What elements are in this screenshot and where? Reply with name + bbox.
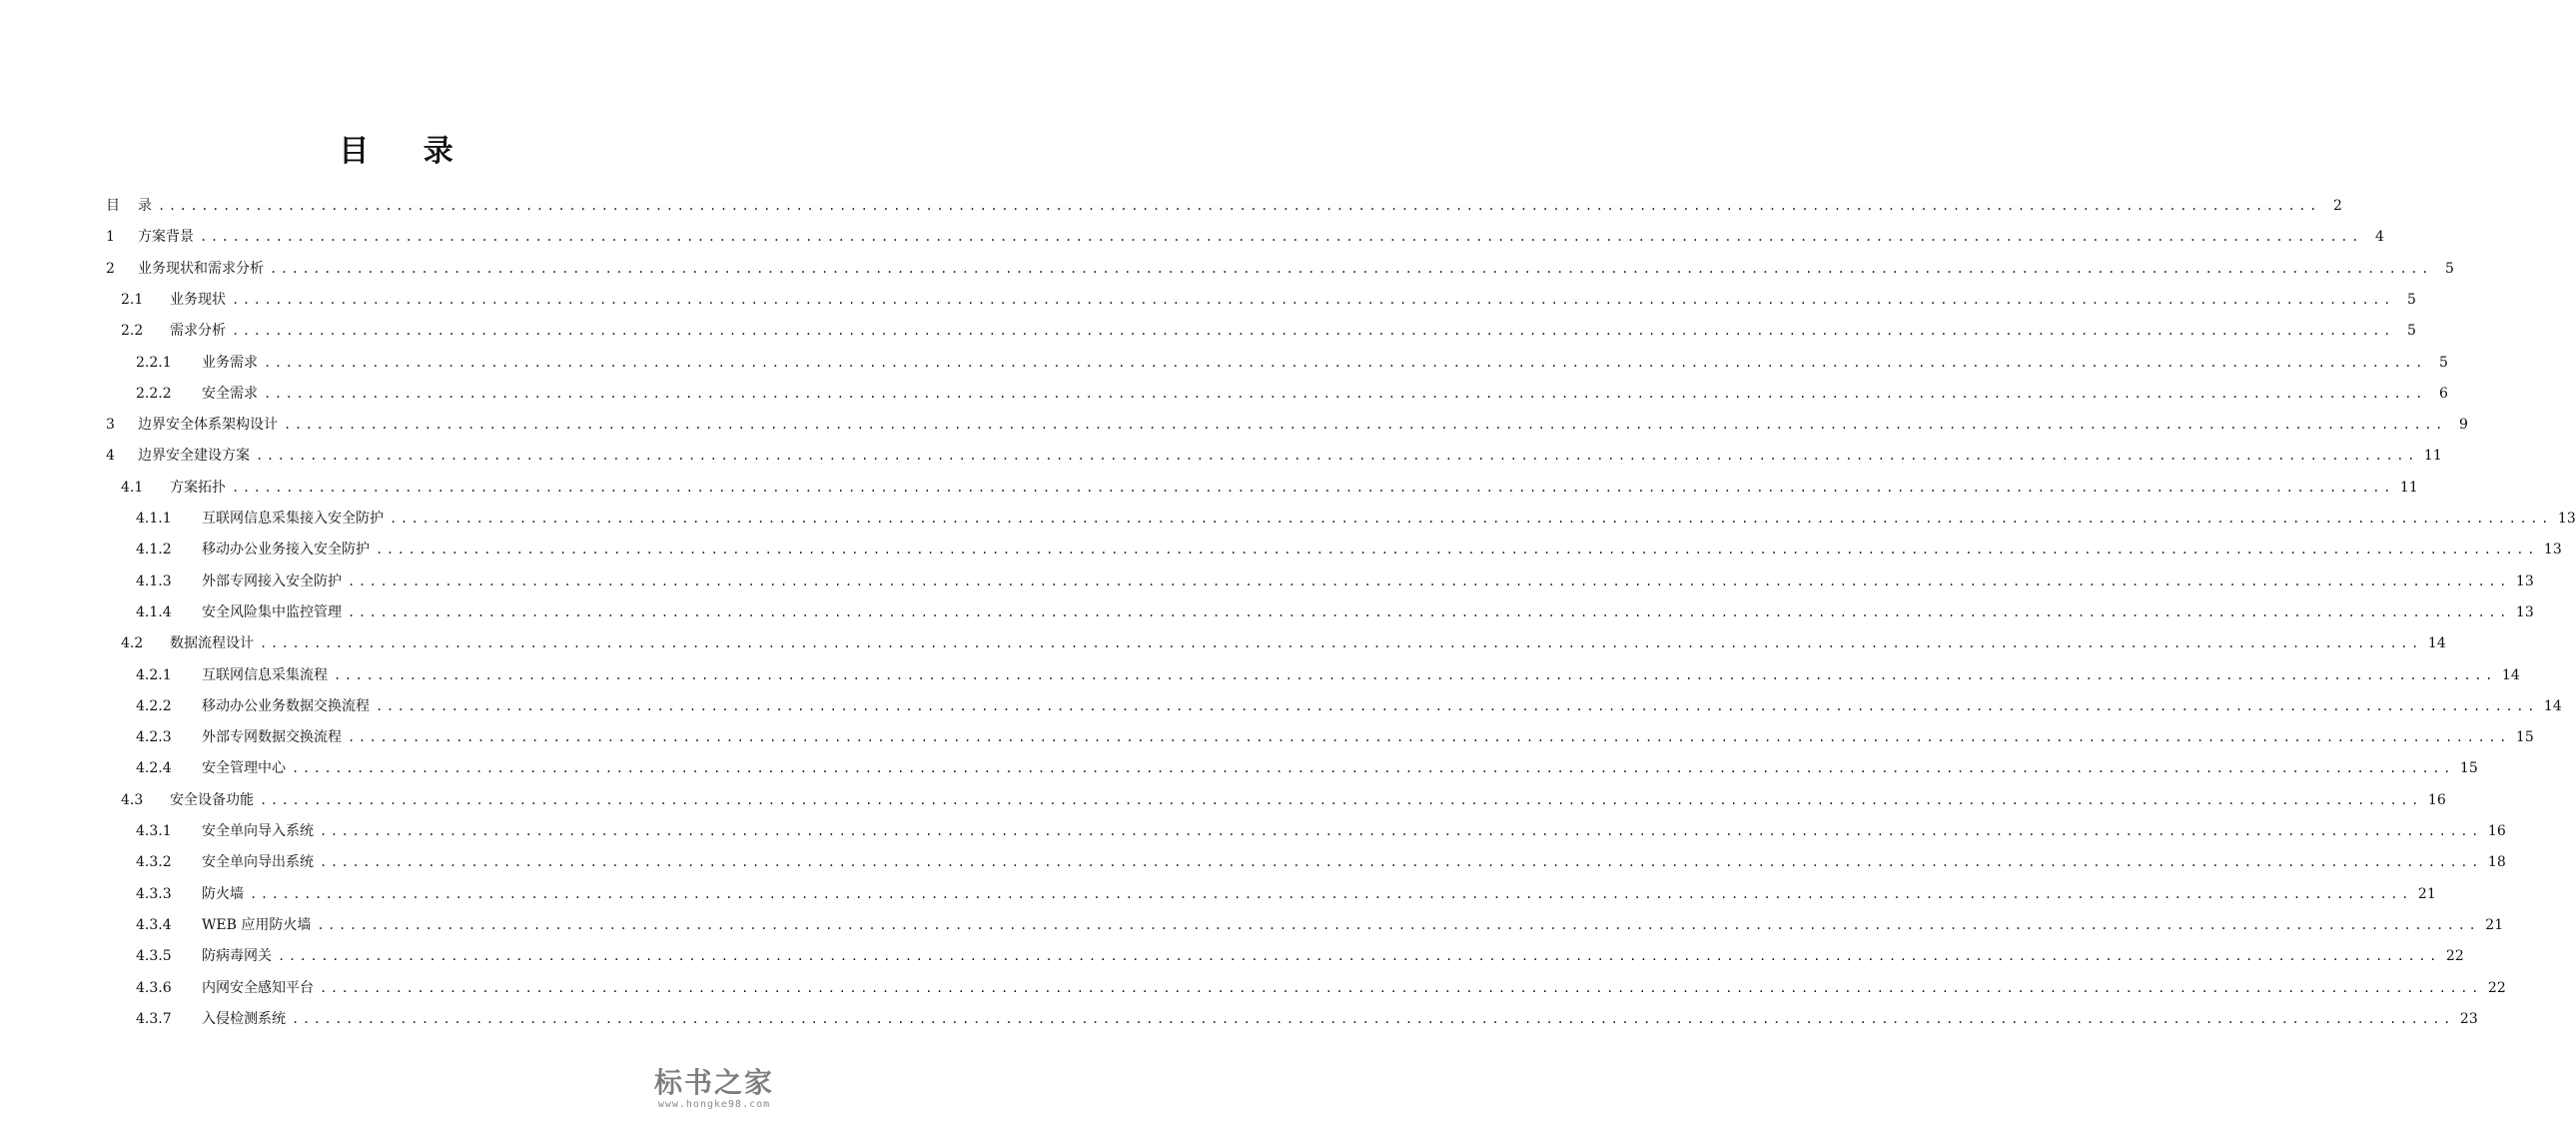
toc-entry-label: 移动办公业务数据交换流程 <box>202 697 370 714</box>
toc-dot-leader: ........................................................................................................................................................................................................ <box>320 980 2482 995</box>
toc-entry-number: 4.1.3 <box>136 572 172 589</box>
toc-entry-number: 2.2 <box>121 323 144 340</box>
toc-entry-number: 3 <box>106 417 115 434</box>
toc-entry-number: 4.3.6 <box>136 979 172 996</box>
toc-entry-number: 4.2.1 <box>136 666 172 683</box>
toc-entry[interactable] <box>136 1007 2478 1031</box>
toc-entry[interactable] <box>121 788 2446 812</box>
toc-entry[interactable] <box>121 476 2418 500</box>
toc-entry-number: 4.2.3 <box>136 729 172 746</box>
toc-entry-label: 需求分析 <box>170 323 226 340</box>
toc-entry-number: 4.2.2 <box>136 697 172 714</box>
toc-entry-label: 互联网信息采集接入安全防护 <box>202 511 384 527</box>
toc-entry[interactable] <box>121 319 2416 343</box>
toc-entry-page: 5 <box>2445 260 2454 277</box>
toc-entry-number: 4.3.5 <box>136 948 172 965</box>
toc-dot-leader: ........................................................................................................................................................................................................ <box>292 761 2454 776</box>
toc-entry[interactable] <box>106 257 2454 281</box>
toc-entry[interactable] <box>136 756 2478 780</box>
toc-entry[interactable] <box>136 882 2436 906</box>
toc-entry-label: 安全管理中心 <box>202 760 286 777</box>
toc-entry[interactable] <box>136 913 2504 937</box>
toc-dot-leader: ........................................................................................................................................................................................................ <box>256 449 2418 464</box>
toc-entry-label: 数据流程设计 <box>170 635 254 652</box>
toc-entry-page: 5 <box>2407 323 2416 340</box>
toc-entry-label: 业务现状 <box>170 291 226 308</box>
watermark-url: www.hongke98.com <box>657 1099 771 1110</box>
toc-dot-leader: ........................................................................................................................................................................................................ <box>278 949 2440 964</box>
toc-dot-leader: ........................................................................................................................................................................................................ <box>260 636 2422 651</box>
toc-entry-page: 21 <box>2417 885 2436 902</box>
toc-entry-number: 4.1 <box>121 479 144 496</box>
toc-dot-leader: ........................................................................................................................................................................................................ <box>232 480 2394 495</box>
toc-entry-number: 1 <box>106 229 115 246</box>
toc-entry-label: 方案拓扑 <box>170 479 226 496</box>
toc-entry-number: 4 <box>106 448 115 465</box>
toc-entry[interactable] <box>136 944 2464 968</box>
toc-entry-number: 4.3.1 <box>136 823 172 839</box>
toc-entry-number: 4.2.4 <box>136 760 172 777</box>
toc-entry[interactable] <box>106 444 2442 468</box>
toc-entry[interactable] <box>136 976 2506 1000</box>
toc-entry-page: 22 <box>2445 948 2464 965</box>
toc-entry-page: 14 <box>2427 635 2446 652</box>
toc-dot-leader: ........................................................................................................................................................................................................ <box>200 230 2362 245</box>
toc-entry[interactable] <box>136 850 2506 874</box>
toc-dot-leader: ........................................................................................................................................................................................................ <box>270 261 2432 276</box>
toc-dot-leader: ........................................................................................................................................................................................................ <box>320 855 2482 870</box>
toc-dot-leader: ........................................................................................................................................................................................................ <box>334 667 2496 682</box>
toc-entry-label: 边界安全体系架构设计 <box>138 417 278 434</box>
toc-entry-label: 移动办公业务接入安全防护 <box>202 542 370 559</box>
toc-entry-page: 15 <box>2459 760 2478 777</box>
watermark-text: 标书之家 <box>653 1066 774 1099</box>
toc-dot-leader: ........................................................................................................................................................................................................ <box>348 604 2510 619</box>
toc-entry-page: 23 <box>2459 1010 2478 1027</box>
toc-entry[interactable] <box>136 600 2534 624</box>
toc-entry-number: 4.1.2 <box>136 542 172 559</box>
toc-dot-leader: ........................................................................................................................................................................................................ <box>284 418 2446 433</box>
toc-dot-leader: ........................................................................................................................................................................................................ <box>264 355 2426 370</box>
toc-entry-number: 4.1.1 <box>136 511 172 527</box>
toc-entry-label: 入侵检测系统 <box>202 1010 286 1027</box>
toc-entry[interactable] <box>136 569 2534 593</box>
toc-entry-page: 13 <box>2543 542 2562 559</box>
toc-entry[interactable] <box>136 351 2448 375</box>
toc-entry[interactable] <box>136 382 2448 406</box>
toc-entry-number: 2.1 <box>121 291 144 308</box>
toc-entry-number: 4.1.4 <box>136 603 172 620</box>
toc-entry-page: 13 <box>2515 572 2534 589</box>
toc-entry-number: 2.2.1 <box>136 354 172 371</box>
toc-entry-label: 互联网信息采集流程 <box>202 666 328 683</box>
toc-entry-label: 方案背景 <box>138 229 194 246</box>
toc-entry-page: 21 <box>2485 916 2504 933</box>
toc-entry-label: 业务现状和需求分析 <box>138 260 264 277</box>
watermark-logo <box>639 1061 789 1110</box>
toc-dot-leader: ........................................................................................................................................................................................................ <box>232 324 2394 339</box>
toc-dot-leader: ........................................................................................................................................................................................................ <box>260 792 2422 807</box>
toc-entry-page: 13 <box>2557 511 2576 527</box>
toc-entry-label: 外部专网数据交换流程 <box>202 729 342 746</box>
toc-entry-page: 6 <box>2439 385 2448 402</box>
toc-entry-page: 13 <box>2515 603 2534 620</box>
toc-dot-leader: ........................................................................................................................................................................................................ <box>264 386 2426 401</box>
toc-entry[interactable] <box>121 631 2446 655</box>
toc-entry-page: 9 <box>2459 417 2468 434</box>
toc-entry-label: 安全需求 <box>202 385 258 402</box>
toc-dot-leader: ........................................................................................................................................................................................................ <box>250 886 2412 901</box>
toc-dot-leader: ........................................................................................................................................................................................................ <box>320 824 2482 838</box>
toc-entry-number: 目 <box>106 198 120 214</box>
toc-dot-leader: ........................................................................................................................................................................................................ <box>292 1011 2454 1026</box>
toc-entry-page: 5 <box>2439 354 2448 371</box>
toc-dot-leader: ........................................................................................................................................................................................................ <box>376 543 2538 558</box>
toc-entry-number: 2 <box>106 260 115 277</box>
toc-dot-leader: ........................................................................................................................................................................................................ <box>232 292 2394 307</box>
toc-entry-label: 安全设备功能 <box>170 791 254 808</box>
page-title: 目 录 <box>339 134 475 169</box>
toc-entry-label: 业务需求 <box>202 354 258 371</box>
toc-entry-page: 14 <box>2543 697 2562 714</box>
toc-entry-number: 4.3.2 <box>136 854 172 871</box>
toc-entry-label: 防病毒网关 <box>202 948 272 965</box>
toc-dot-leader: ........................................................................................................................................................................................................ <box>376 698 2538 713</box>
toc-entry-page: 15 <box>2515 729 2534 746</box>
toc-dot-leader: ........................................................................................................................................................................................................ <box>158 199 2320 213</box>
toc-entry-page: 22 <box>2487 979 2506 996</box>
toc-entry[interactable] <box>136 725 2534 749</box>
toc-entry-page: 16 <box>2427 791 2446 808</box>
toc-entry[interactable] <box>121 288 2416 312</box>
toc-dot-leader: ........................................................................................................................................................................................................ <box>348 730 2510 745</box>
toc-entry-page: 16 <box>2487 823 2506 839</box>
toc-entry-number: 4.3.3 <box>136 885 172 902</box>
toc-dot-leader: ........................................................................................................................................................................................................ <box>348 573 2510 588</box>
toc-entry-page: 4 <box>2375 229 2384 246</box>
toc-entry-number: 4.3.4 <box>136 916 172 933</box>
toc-entry-label: 安全单向导出系统 <box>202 854 314 871</box>
toc-entry[interactable] <box>106 194 2342 218</box>
toc-entry[interactable] <box>106 413 2468 437</box>
toc-entry-page: 14 <box>2501 666 2520 683</box>
toc-entry[interactable] <box>136 507 2576 531</box>
toc-entry[interactable] <box>106 225 2384 249</box>
toc-entry[interactable] <box>136 819 2506 843</box>
toc-entry-page: 11 <box>2399 479 2418 496</box>
toc-entry-number: 4.2 <box>121 635 144 652</box>
toc-entry-label: 内网安全感知平台 <box>202 979 314 996</box>
toc-entry-label: 安全风险集中监控管理 <box>202 603 342 620</box>
toc-entry[interactable] <box>136 663 2520 687</box>
toc-entry-page: 11 <box>2423 448 2442 465</box>
toc-entry-page: 18 <box>2487 854 2506 871</box>
toc-entry-number: 4.3 <box>121 791 144 808</box>
toc-entry-number: 4.3.7 <box>136 1010 172 1027</box>
toc-entry-number: 2.2.2 <box>136 385 172 402</box>
toc-entry[interactable] <box>136 694 2562 718</box>
toc-entry[interactable] <box>136 538 2562 561</box>
toc-entry-label: 外部专网接入安全防护 <box>202 572 342 589</box>
toc-dot-leader: ........................................................................................................................................................................................................ <box>317 917 2480 932</box>
toc-entry-label: 边界安全建设方案 <box>138 448 250 465</box>
toc-entry-label: 防火墙 <box>202 885 244 902</box>
toc-dot-leader: ........................................................................................................................................................................................................ <box>390 512 2552 526</box>
toc-entry-label: 安全单向导入系统 <box>202 823 314 839</box>
toc-entry-page: 2 <box>2333 198 2342 214</box>
toc-entry-label: WEB 应用防火墙 <box>202 916 312 933</box>
toc-entry-label: 录 <box>138 198 152 214</box>
toc-entry-page: 5 <box>2407 291 2416 308</box>
